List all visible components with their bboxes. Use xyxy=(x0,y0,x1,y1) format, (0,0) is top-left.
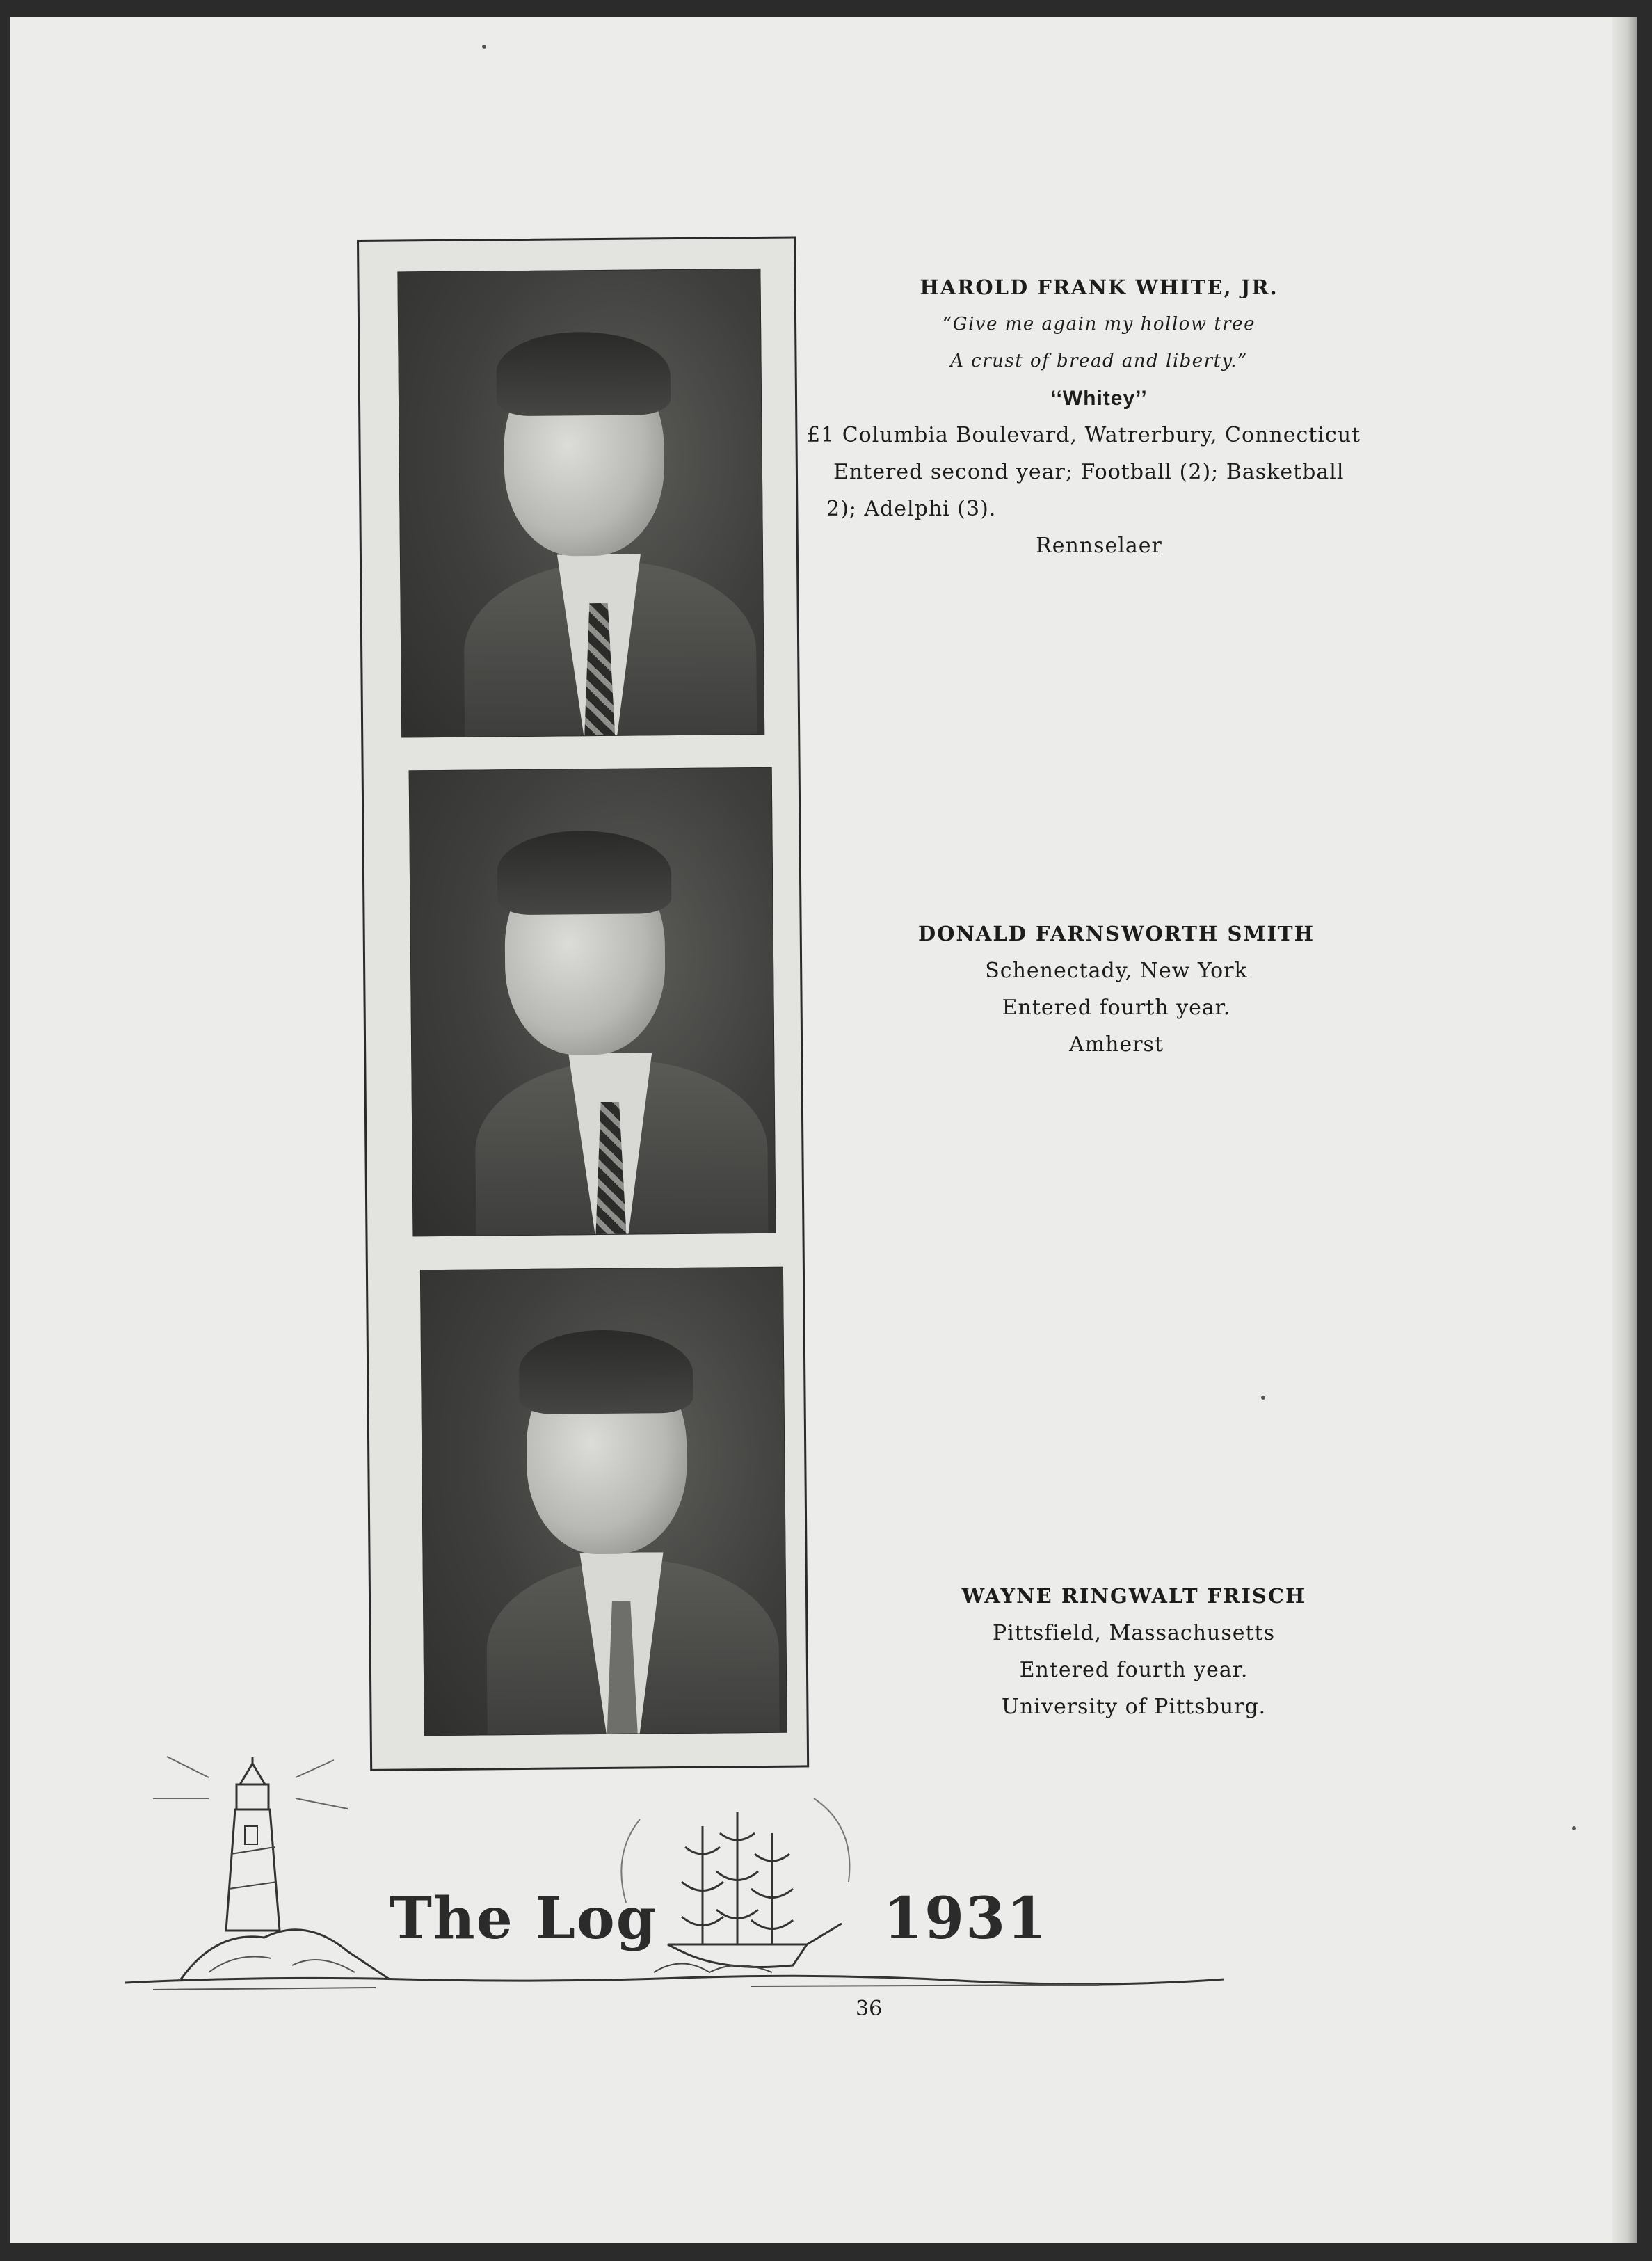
address: £1 Columbia Boulevard, Watrerbury, Connecticut xyxy=(807,423,1361,447)
college: Rennselaer xyxy=(1036,534,1162,558)
entry-white xyxy=(807,269,1391,564)
activities-continued: 2); Adelphi (3). xyxy=(826,497,997,521)
college: Amherst xyxy=(1069,1032,1164,1057)
entry-smith xyxy=(869,916,1363,1063)
portrait-photo-smith xyxy=(409,767,776,1237)
nickname: ‘‘Whitey’’ xyxy=(1050,387,1148,410)
print-speck xyxy=(1261,1396,1265,1400)
page-edge-shadow xyxy=(1612,17,1637,2243)
entry-frisch xyxy=(904,1578,1363,1725)
student-name: WAYNE RINGWALT FRISCH xyxy=(961,1584,1306,1608)
lighthouse-ship-illustration xyxy=(125,1743,1224,2007)
yearbook-emblem xyxy=(125,1743,1224,2007)
entered-year: Entered fourth year. xyxy=(1002,996,1231,1020)
quote-line: A crust of bread and liberty.” xyxy=(950,351,1248,371)
publication-year: 1931 xyxy=(883,1885,1048,1952)
student-name: DONALD FARNSWORTH SMITH xyxy=(917,922,1315,945)
activities: Entered second year; Football (2); Basketball xyxy=(833,460,1345,484)
publication-title: The Log xyxy=(390,1885,658,1952)
portrait-photo-frisch xyxy=(420,1267,787,1736)
quote-line: “Give me again my hollow tree xyxy=(943,314,1256,335)
entered-year: Entered fourth year. xyxy=(1019,1658,1249,1682)
college: University of Pittsburg. xyxy=(1001,1695,1267,1719)
print-speck xyxy=(1572,1826,1576,1830)
student-name: HAROLD FRANK WHITE, JR. xyxy=(920,275,1278,299)
print-speck xyxy=(482,45,486,49)
page-number: 36 xyxy=(856,1997,883,2021)
hometown: Schenectady, New York xyxy=(985,959,1248,983)
portrait-photo-white xyxy=(397,269,764,738)
hometown: Pittsfield, Massachusetts xyxy=(993,1621,1275,1645)
photo-strip xyxy=(357,236,809,1771)
